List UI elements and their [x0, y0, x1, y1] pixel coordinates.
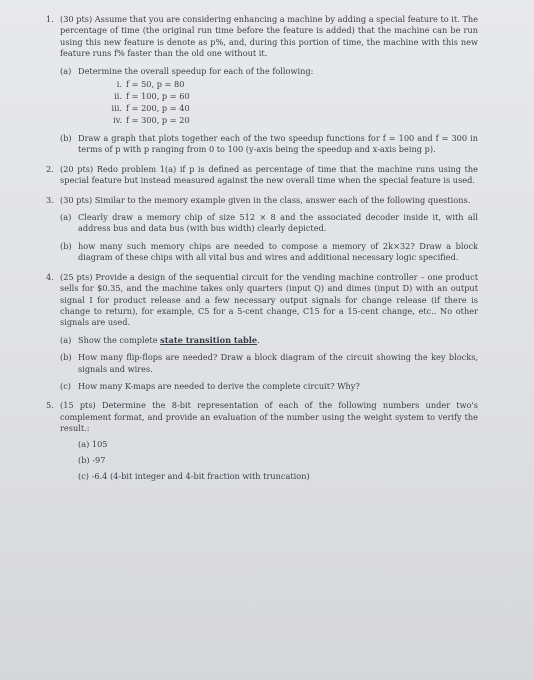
part-text: Determine the overall speedup for each of the following:: [78, 65, 314, 76]
case-label: iv.: [113, 115, 122, 126]
number-item: [78, 439, 478, 450]
emphasized-term: state transition table: [160, 334, 258, 345]
problem-number: 5.: [46, 400, 54, 411]
part-text: how many such memory chips are needed to compose a memory of 2k×32? Draw a block diagram of these chips with all vital bus and wires and additional necessary logic specified.: [78, 240, 478, 263]
part-a: [60, 335, 478, 346]
problem-1: [38, 14, 478, 156]
part-text-prefix: Show the complete: [78, 334, 161, 345]
part-b: [60, 133, 478, 156]
case-label: iii.: [111, 103, 122, 114]
number-item: [78, 455, 478, 466]
item-label: (a): [78, 438, 90, 449]
part-label: (b): [60, 133, 72, 144]
part-text-suffix: .: [257, 334, 260, 345]
problem-number: 3.: [46, 194, 54, 205]
case-item: [104, 79, 478, 91]
item-text: 105: [91, 438, 108, 449]
part-b: [60, 241, 478, 264]
problem-3: [38, 195, 478, 264]
problem-4: [38, 272, 478, 393]
part-text: How many flip-flops are needed? Draw a block diagram of the circuit showing the key blocks, signals and wires.: [78, 352, 478, 374]
case-text: f = 50, p = 80: [126, 79, 185, 90]
item-text: -97: [92, 454, 106, 465]
case-text: f = 200, p = 40: [126, 103, 190, 114]
part-a: [60, 212, 478, 235]
problem-text: (20 pts) Redo problem 1(a) if p is defined as percentage of time that the machine runs using the special feature but instead measured against the new overall time when the special feature is used.: [60, 163, 478, 186]
number-item: [78, 471, 478, 482]
problem-text: (30 pts) Assume that you are considering enhancing a machine by adding a special feature to it. The percentage of time (the original run time before the feature is added) that the machine can be run using this new feature is denote as p%, and, during this portion of time, the machine with this new feature runs f% faster than the old one without it.: [60, 14, 478, 59]
item-text: -6.4 (4-bit integer and 4-bit fraction with truncation): [91, 471, 310, 482]
part-text: How many K-maps are needed to derive the complete circuit? Why?: [78, 380, 360, 391]
part-label: (c): [60, 380, 71, 391]
case-item: [104, 115, 478, 127]
problem-number: 4.: [46, 271, 54, 282]
case-item: [104, 103, 478, 115]
problem-5: [38, 400, 478, 482]
problem-text: (30 pts) Similar to the memory example given in the class, answer each of the following questions.: [60, 194, 471, 205]
problem-text: (15 pts) Determine the 8-bit representation of each of the following numbers under two's complement format, and provide an evaluation of the number using the weight system to verify the result.:: [60, 400, 478, 434]
part-label: (a): [60, 65, 72, 76]
part-label: (b): [60, 240, 72, 251]
item-label: (c): [78, 471, 89, 482]
case-label: i.: [116, 79, 122, 90]
case-list: [104, 79, 478, 127]
part-label: (a): [60, 212, 72, 223]
problem-number: 1.: [46, 14, 54, 24]
part-text: Draw a graph that plots together each of the two speedup functions for f = 100 and f = 300 in terms of p with p ranging from 0 to 100 (y-axis being the speedup and x-axis being p).: [78, 133, 478, 155]
part-text: Clearly draw a memory chip of size 512 × 8 and the associated decoder inside it, with all address bus and data bus (with bus width) clearly depicted.: [78, 212, 478, 234]
problem-number: 2.: [46, 163, 54, 174]
problem-2: [38, 164, 478, 187]
part-label: (a): [60, 334, 72, 345]
item-label: (b): [78, 454, 90, 465]
part-label: (b): [60, 352, 72, 363]
case-label: ii.: [114, 91, 122, 102]
part-c: [60, 381, 478, 392]
problem-text: (25 pts) Provide a design of the sequential circuit for the vending machine controller – one product sells for $0.35, and the machine takes only quarters (input Q) and dimes (input D) with an output signal I for product release and a few necessary output signals for change release (if there is change to return), for example, C5 for a 5-cent change, C15 for a 15-cent change, etc.. No other signals are used.: [60, 271, 478, 328]
part-text: [78, 335, 478, 346]
case-text: f = 300, p = 20: [126, 115, 190, 126]
part-b: [60, 352, 478, 375]
case-text: f = 100, p = 60: [126, 91, 190, 102]
part-a: [60, 66, 478, 127]
case-item: [104, 91, 478, 103]
number-list: [78, 439, 478, 483]
homework-content: [38, 14, 478, 491]
